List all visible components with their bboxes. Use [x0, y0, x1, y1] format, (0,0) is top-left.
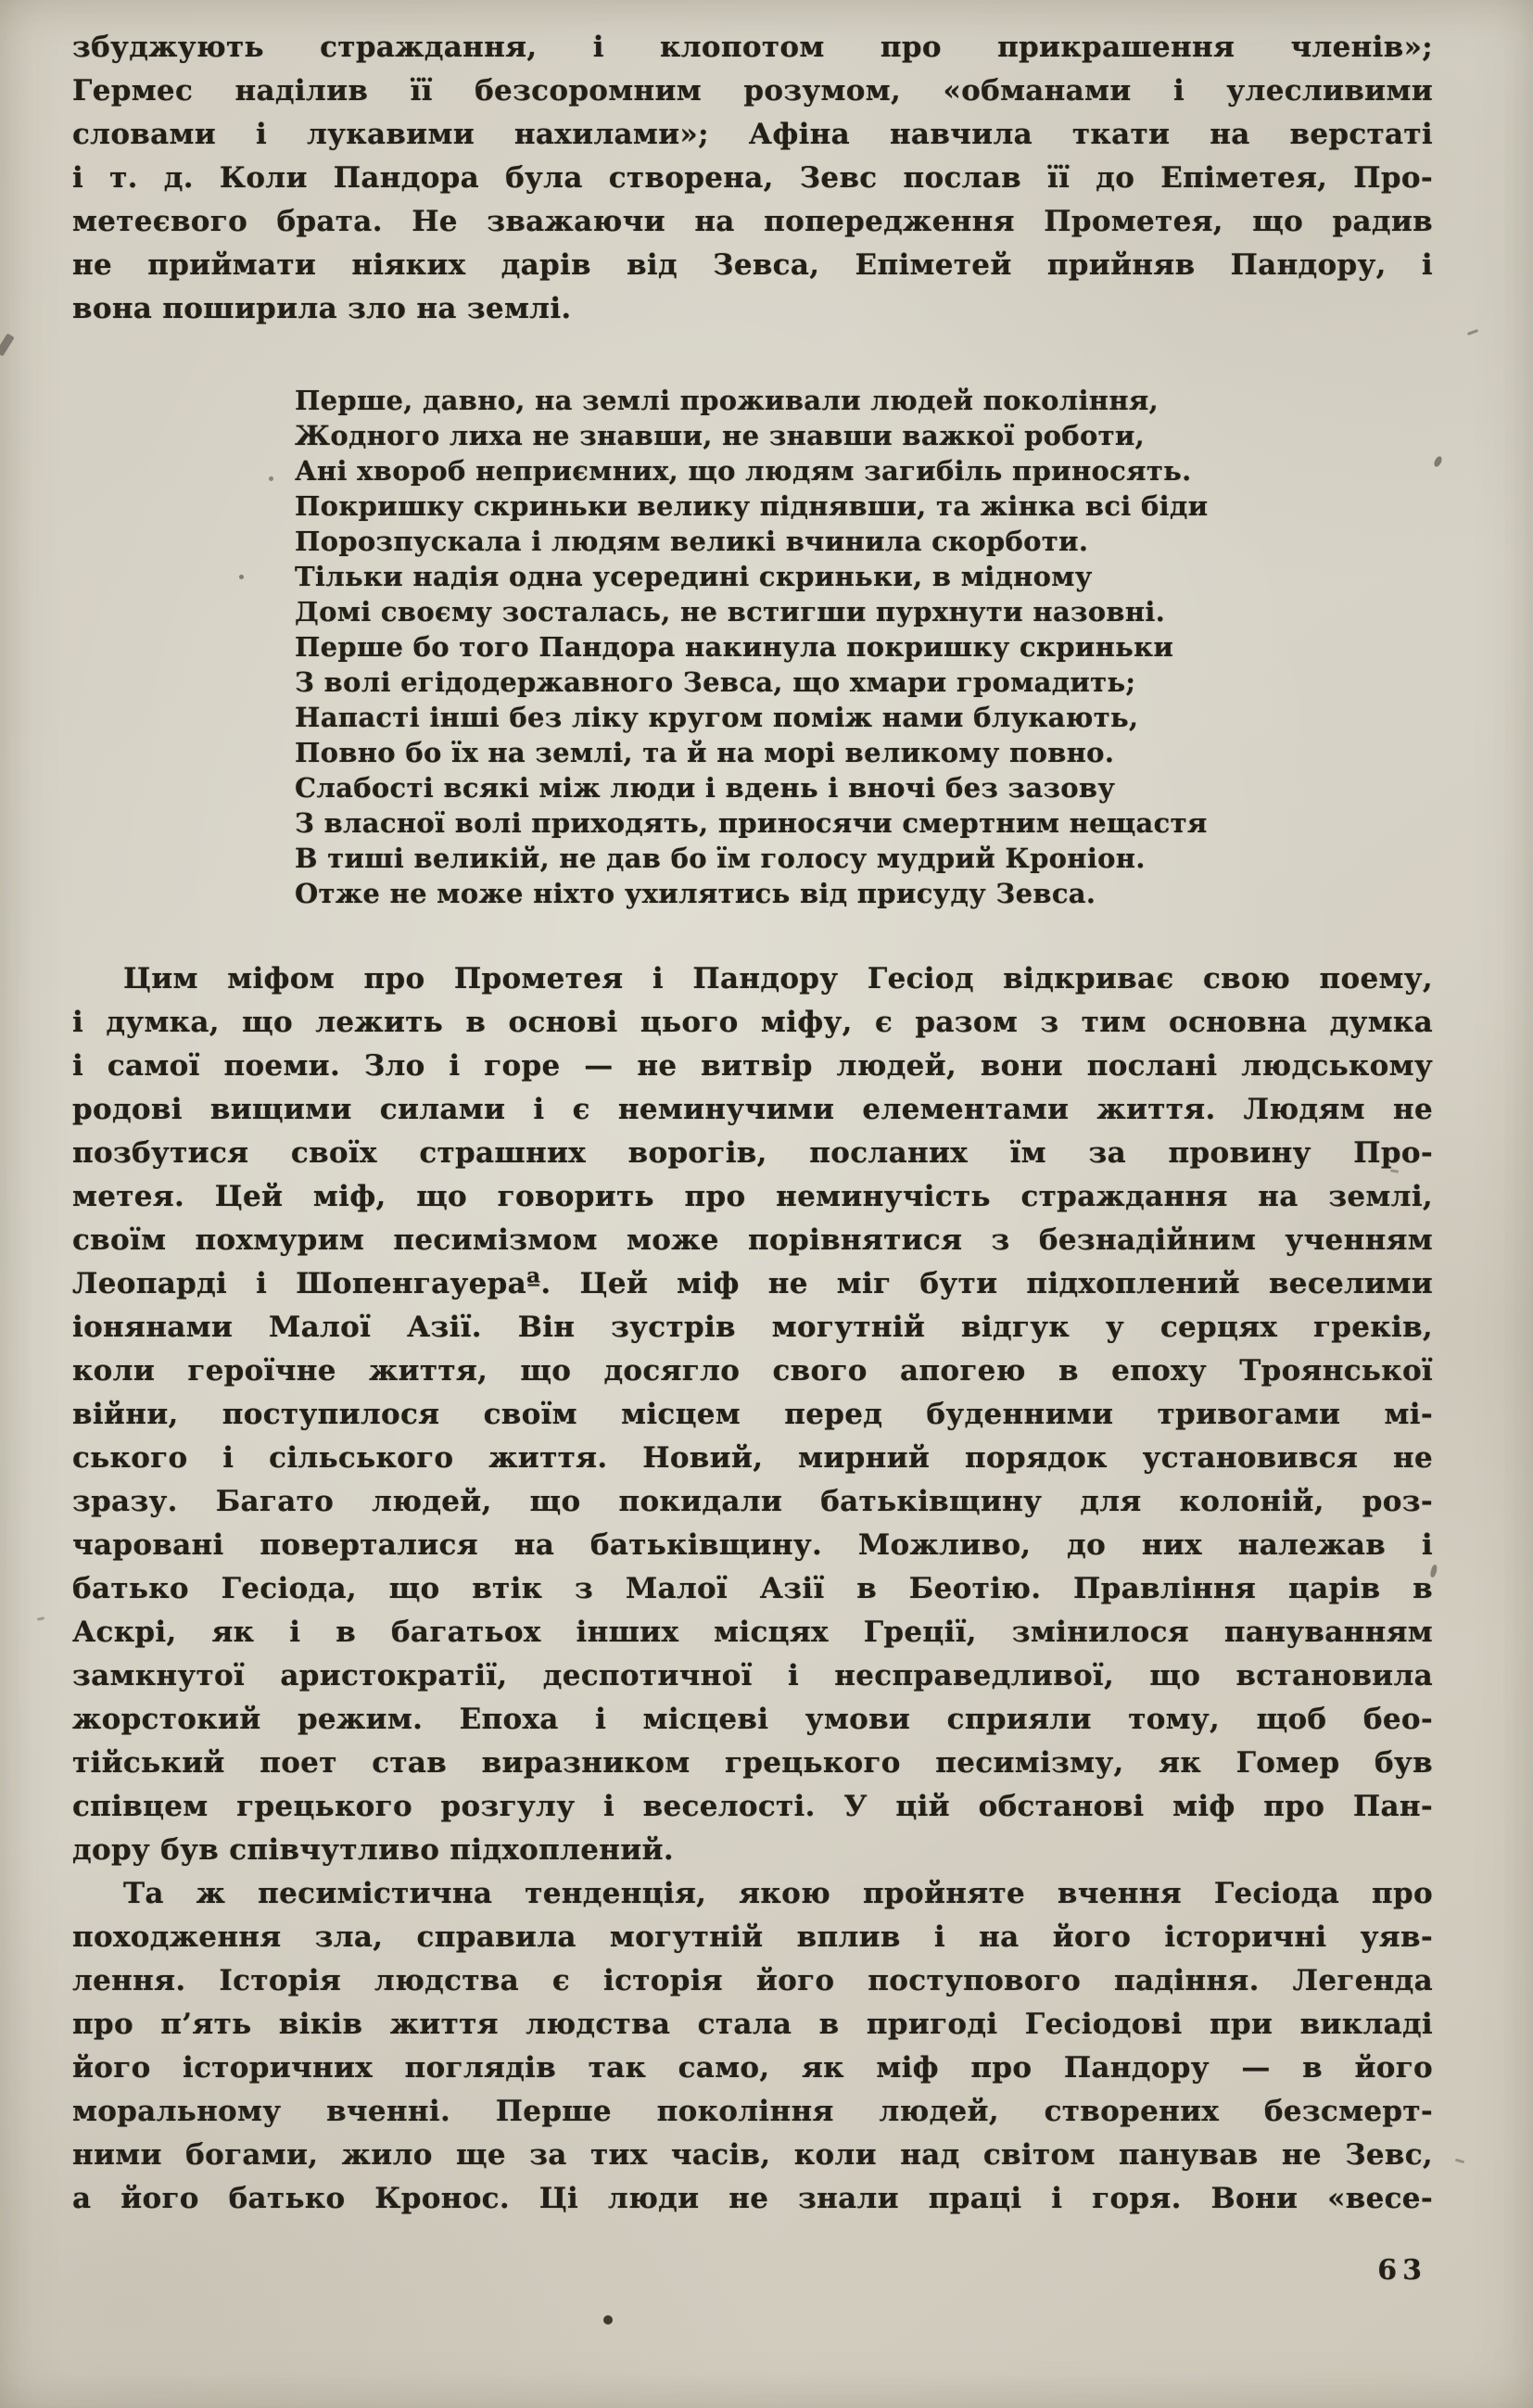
text-line: батько Гесіода, що втік з Малої Азії в Беотію. Правління царів в	[72, 1572, 1433, 1605]
text-line: моральному вченні. Перше покоління людей, створених безсмерт-	[72, 2095, 1433, 2128]
text-line: а його батько Кронос. Ці люди не знали праці і горя. Вони «весе-	[72, 2182, 1433, 2215]
text-line: тійський поет став виразником грецького песимізму, як Гомер був	[72, 1746, 1433, 1780]
paragraph-pessimism-history	[72, 1872, 1433, 2221]
text-line: Слабості всякі між люди і вдень і вночі без зазову	[295, 772, 1116, 804]
text-line: походження зла, справила могутній вплив і на його історичні уяв-	[72, 1920, 1433, 1954]
page-content	[72, 26, 1433, 2221]
text-line: метеєвого брата. Не зважаючи на попередження Прометея, що радив	[72, 205, 1433, 238]
text-line: його історичних поглядів так само, як міф про Пандору — в його	[72, 2051, 1433, 2085]
text-line: Та ж песимістична тенденція, якою пройняте вчення Гесіода про	[123, 1877, 1433, 1910]
text-line: і думка, що лежить в основі цього міфу, є разом з тим основна думка	[72, 1006, 1433, 1039]
text-line: Цим міфом про Прометея і Пандору Гесіод відкриває свою поему,	[123, 962, 1433, 995]
text-line: чаровані поверталися на батьківщину. Можливо, до них належав і	[72, 1528, 1433, 1562]
paragraph-myth-commentary	[72, 957, 1433, 1872]
text-line: ського і сільського життя. Новий, мирний порядок установився не	[72, 1441, 1433, 1475]
text-line: родові вищими силами і є неминучими елементами життя. Людям не	[72, 1093, 1433, 1126]
text-line: зразу. Багато людей, що покидали батьківщину для колоній, роз-	[72, 1485, 1433, 1518]
text-line: З власної волі приходять, приносячи смертним нещастя	[295, 807, 1208, 839]
text-line: Ані хвороб неприємних, що людям загибіль приносять.	[295, 455, 1192, 487]
text-line: Жодного лиха не знавши, не знавши важкої роботи,	[295, 420, 1146, 451]
text-line: Домі своєму зосталась, не встигши пурхнути назовні.	[295, 596, 1166, 627]
text-line: Напасті інші без ліку кругом поміж нами блукають,	[295, 702, 1139, 733]
scan-artifact	[1455, 2159, 1464, 2164]
scan-artifact	[239, 575, 244, 579]
scan-artifact	[269, 476, 273, 481]
text-line: співцем грецького розгулу і веселості. У цій обстанові міф про Пан-	[72, 1790, 1433, 1823]
text-line: Аскрі, як і в багатьох інших місцях Греції, змінилося пануванням	[72, 1616, 1433, 1649]
text-line: В тиші великій, не дав бо їм голосу мудрий Кроніон.	[295, 843, 1146, 874]
text-line: замкнутої аристократії, деспотичної і несправедливої, що встановила	[72, 1659, 1433, 1692]
text-line: Порозпускала і людям великі вчинила скорботи.	[295, 526, 1089, 557]
text-line: і т. д. Коли Пандора була створена, Зевс послав її до Епіметея, Про-	[72, 161, 1433, 195]
text-line: Перше бо того Пандора накинула покришку скриньки	[295, 631, 1174, 663]
text-line: коли героїчне життя, що досягло свого апогею в епоху Троянської	[72, 1354, 1433, 1388]
scan-artifact	[1433, 455, 1442, 468]
text-line: Тільки надія одна усередині скриньки, в мідному	[295, 561, 1093, 592]
text-line: Леопарді і Шопенгауераª. Цей міф не міг бути підхоплений веселими	[72, 1267, 1433, 1300]
text-line: не приймати ніяких дарів від Зевса, Епіметей прийняв Пандору, і	[72, 248, 1433, 282]
text-line: метея. Цей міф, що говорить про неминучість страждання на землі,	[72, 1180, 1433, 1213]
text-line: про п’ять віків життя людства стала в пригоді Гесіодові при викладі	[72, 2008, 1433, 2041]
text-line: Отже не може ніхто ухилятись від присуду Зевса.	[295, 878, 1096, 909]
text-line: Повно бо їх на землі, та й на морі великому повно.	[295, 737, 1115, 768]
scan-artifact	[603, 2315, 613, 2325]
text-line: Покришку скриньки велику піднявши, та жінка всі біди	[295, 490, 1209, 522]
text-line: жорстокий режим. Епоха і місцеві умови сприяли тому, щоб бео-	[72, 1703, 1433, 1736]
scan-artifact	[0, 333, 15, 356]
text-line: і самої поеми. Зло і горе — не витвір людей, вони послані людському	[72, 1049, 1433, 1083]
text-line: ними богами, жило ще за тих часів, коли над світом панував не Зевс,	[72, 2138, 1433, 2172]
text-line: збуджують страждання, і клопотом про прикрашення членів»;	[72, 31, 1433, 64]
page-number: 63	[1377, 2254, 1427, 2287]
text-line: Перше, давно, на землі проживали людей покоління,	[295, 385, 1159, 416]
text-line: З волі егідодержавного Зевса, що хмари громадить;	[295, 666, 1136, 698]
text-line: лення. Історія людства є історія його поступового падіння. Легенда	[72, 1964, 1433, 1997]
text-line: своїм похмурим песимізмом може порівнятися з безнадійним ученням	[72, 1223, 1433, 1257]
text-line: вона поширила зло на землі.	[72, 292, 572, 325]
scan-artifact	[1467, 329, 1478, 336]
scan-artifact	[37, 1616, 44, 1621]
text-line: іонянами Малої Азії. Він зустрів могутній відгук у серцях греків,	[72, 1311, 1433, 1344]
paragraph-continuation	[72, 26, 1433, 331]
text-line: війни, поступилося своїм місцем перед буденними тривогами мі-	[72, 1398, 1433, 1431]
text-line: словами і лукавими нахилами»; Афіна навчила ткати на верстаті	[72, 118, 1433, 151]
text-line: позбутися своїх страшних ворогів, посланих їм за провину Про-	[72, 1136, 1433, 1170]
poem-quotation-block	[295, 383, 1433, 911]
text-line: Гермес наділив її безсоромним розумом, «обманами і улесливими	[72, 74, 1433, 108]
text-line: дору був співчутливо підхоплений.	[72, 1833, 674, 1867]
